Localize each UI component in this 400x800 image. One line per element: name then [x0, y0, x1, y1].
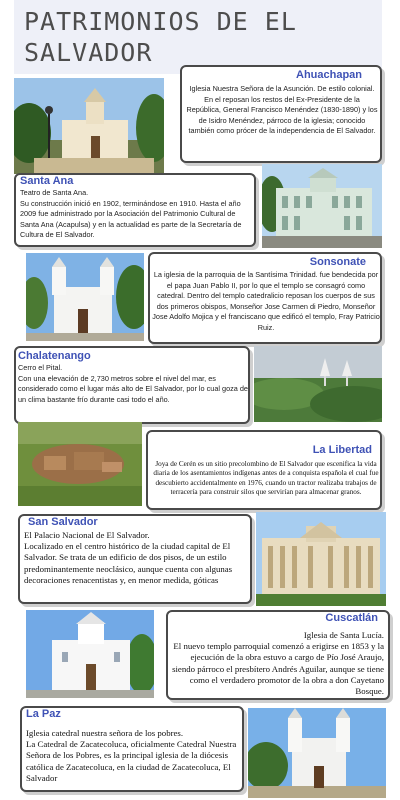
la-paz-heading: La Paz	[26, 708, 61, 720]
chalatenango-heading: Chalatenango	[18, 350, 91, 362]
la-libertad-card	[146, 430, 382, 510]
sonsonate-heading: Sonsonate	[309, 256, 366, 268]
sonsonate-text: La iglesia de la parroquia de la Santísima Trinidad. fue bendecida por el papa Juan Pablo II, por lo que el templo se consagró como catedral. Dentro del templo catedralicio reposan los cuerpos de sus dos primeros obispos, Monseñor Jose Carmen di Piedro, Monseñor Jose Adolfo Mojica y el franciscano que edificó el templo, Fray Patricio Ruiz.	[152, 270, 380, 332]
ahuachapan-church-photo	[14, 78, 164, 174]
santa-ana-text: Teatro de Santa Ana. Su construcción inició en 1902, terminándose en 1910. Hasta el año 2009 fue administrado por la Asociación del Patrimonio Cultural de Santa Ana (Acapulsa) y en la actualidad es parte de la Secretaría de Cultura de El Salvador.	[20, 188, 242, 239]
santa-ana-heading: Santa Ana	[20, 175, 74, 187]
chalatenango-text: Cerro el Pital. Con una elevación de 2,730 metros sobre el nivel del mar, es considerado como el lugar más alto de El Salvador, por lo cual goza de un clima bastante frío durante casi todo el año.	[18, 363, 248, 404]
santa-ana-card	[14, 173, 256, 247]
la-libertad-text: Joya de Cerén es un sitio precolombino de El Salvador que escenifica la vida diaria de los asentamientos indígenas antes de a conquista española el cual fue descubierto accidentalmente en 1976, cuando un tractor realizaba trabajos de terracería para construir silos que servirían para almacenar granos.	[153, 460, 379, 497]
cuscatlan-card	[166, 610, 390, 700]
ahuachapan-text: Iglesia Nuestra Señora de la Asunción. De estilo colonial. En el reposan los restos del Ex-Presidente de la República, General Francisco Menéndez (1830-1890) y los de Isidro Menéndez, párroco de la iglesia; conocido también como prócer de la independencia de El Salvador.	[186, 84, 378, 135]
santa-ana-theater-photo	[262, 164, 382, 248]
san-salvador-text: El Palacio Nacional de El Salvador. Localizado en el centro histórico de la ciudad capital de El Salvador. Se trata de un edificio de dos pisos, de un estilo predominantemente neoclásico, aunque cuenta con algunas decoraciones renacentistas y, en menor medida, góticas	[24, 530, 233, 585]
san-salvador-palace-photo	[256, 512, 386, 606]
la-libertad-ruins-photo	[18, 422, 142, 506]
la-paz-cathedral-photo	[248, 708, 386, 798]
la-paz-text: Iglesia catedral nuestra señora de los pobres. La Catedral de Zacatecoluca, oficialmente Catedral Nuestra Señora de los Pobres, es la principal iglesia de la diócesis católica de Zacatecoluca, en la ciudad de Zacatecoluca, El Salvador	[26, 728, 237, 783]
cuscatlan-heading: Cuscatlán	[325, 612, 378, 624]
san-salvador-heading: San Salvador	[28, 516, 98, 528]
sonsonate-card	[148, 252, 382, 344]
chalatenango-card	[14, 346, 250, 424]
ahuachapan-heading: Ahuachapan	[296, 69, 363, 81]
san-salvador-card	[18, 514, 252, 604]
sonsonate-church-photo	[26, 253, 144, 341]
chalatenango-mountain-photo	[254, 346, 382, 422]
la-paz-card	[20, 706, 244, 792]
la-libertad-heading: La Libertad	[312, 444, 372, 456]
cuscatlan-church-photo	[26, 610, 154, 698]
cuscatlan-text: Iglesia de Santa Lucía. El nuevo templo parroquial comenzó a erigirse en 1853 y la ejecución de la obra estuvo a cargo de Pío José Araujo, siendo párroco el presbítero Andrés Aguilar, aunque se tiene como el verdadero promotor de la obra a don Cayetano Bosque.	[172, 630, 384, 697]
ahuachapan-card	[180, 65, 382, 163]
page-title: PATRIMONIOS DE EL SALVADOR	[24, 7, 297, 67]
